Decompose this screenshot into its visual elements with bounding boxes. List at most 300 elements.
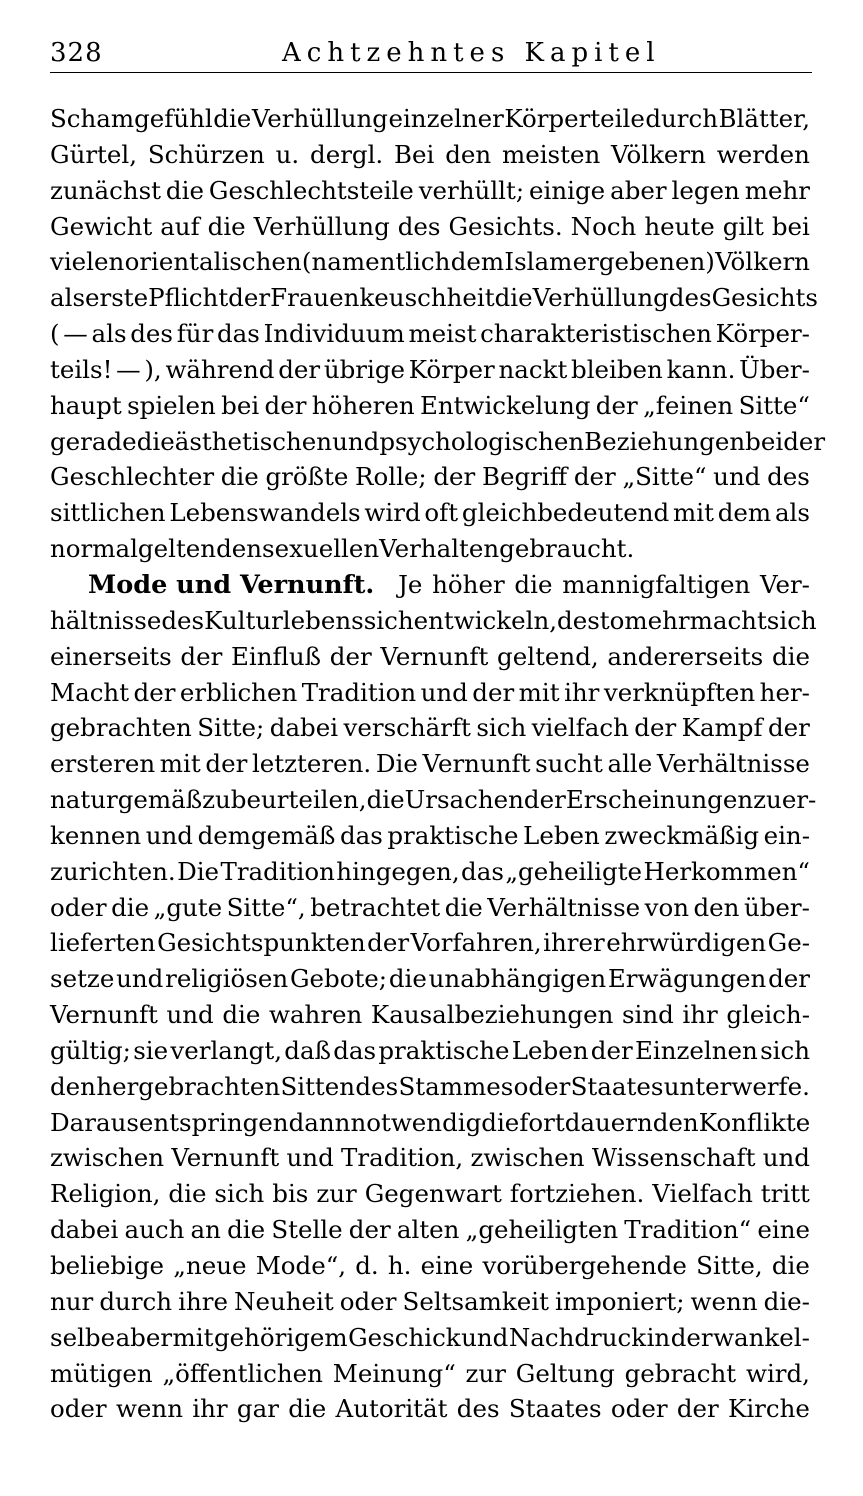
text-line — [50, 1212, 810, 1248]
word: er- — [781, 785, 817, 815]
word: den — [50, 1071, 96, 1101]
word: zurichten. — [50, 856, 176, 886]
word: Tradition, — [341, 1143, 464, 1173]
word: die — [136, 426, 175, 456]
word: die — [220, 462, 259, 492]
word: fortdauernden — [519, 1107, 699, 1137]
word: des — [767, 462, 810, 492]
word: des — [456, 1394, 500, 1424]
word: Noch — [570, 211, 637, 241]
word: während — [165, 354, 275, 384]
word: eine — [420, 1251, 474, 1280]
word: vorübergehende — [482, 1251, 687, 1280]
word: übrige — [323, 354, 406, 384]
word: demgemäß — [197, 820, 336, 850]
word: hingegen, — [336, 856, 460, 886]
word: der — [634, 713, 677, 743]
word: Tradition — [301, 677, 417, 707]
text-line — [50, 567, 810, 603]
word: der — [590, 1035, 633, 1065]
word: oft — [424, 498, 459, 528]
word: ), — [144, 354, 162, 384]
word: sich — [363, 605, 414, 635]
word: Verhüllung — [253, 211, 390, 241]
word: Sitte, — [696, 1251, 763, 1280]
word: Sitte“ — [738, 390, 810, 420]
word: Je — [398, 569, 423, 599]
word: wahren — [268, 1000, 363, 1030]
word: die — [168, 1179, 207, 1209]
word: mit — [673, 498, 714, 528]
word: Rolle; — [355, 462, 427, 492]
word: erblichen — [179, 677, 298, 707]
word: Beziehungen — [584, 426, 746, 456]
text-line — [50, 1284, 810, 1320]
word: sich — [476, 713, 527, 743]
word: werden — [716, 139, 810, 169]
word: beliebige — [50, 1251, 165, 1280]
word: zu — [753, 785, 782, 815]
word: Kampf — [681, 713, 763, 743]
word: größte — [265, 462, 349, 492]
word: die — [213, 104, 252, 133]
word: Kirche — [728, 1394, 810, 1424]
word: verknüpften — [603, 677, 756, 707]
word: zur — [465, 1358, 506, 1388]
word: imponiert; — [555, 1286, 685, 1316]
word: gleichbedeutend — [461, 498, 670, 528]
word: für — [176, 319, 214, 349]
word: Gesichts — [711, 283, 818, 313]
word: Lebenswandels — [169, 498, 361, 528]
word: Körper- — [715, 319, 810, 349]
word: die — [111, 892, 150, 922]
word: nackt — [498, 354, 568, 384]
word: das — [339, 820, 383, 850]
word: zur — [316, 1179, 357, 1209]
word: sind — [621, 1000, 674, 1030]
word: Pflicht — [148, 283, 229, 313]
word: oder — [50, 1394, 107, 1424]
word: Kulturlebens — [204, 605, 364, 635]
word: gebracht — [624, 1358, 737, 1388]
word: der — [348, 1215, 391, 1245]
word: ein- — [763, 820, 810, 850]
word: die — [444, 892, 483, 922]
word: erste — [85, 283, 149, 313]
word: Konflikte — [698, 1107, 811, 1137]
word: mit — [518, 677, 560, 707]
word: beurteilen, — [230, 785, 367, 815]
word: hältnisse — [50, 605, 162, 635]
word: und — [713, 462, 761, 492]
word: Religion, — [50, 1179, 161, 1209]
word: des — [355, 1071, 399, 1101]
text-line — [50, 209, 810, 245]
word: oder — [513, 1071, 571, 1101]
text-line — [50, 1033, 810, 1069]
text-line — [50, 101, 810, 137]
word: Sitte“, — [226, 892, 306, 922]
word: Neuheit — [234, 1286, 334, 1316]
word: ihr — [564, 677, 600, 707]
word: praktische — [387, 820, 519, 850]
word: das — [461, 856, 504, 886]
text-line — [50, 1069, 810, 1105]
word: die — [165, 175, 204, 205]
word: der — [180, 641, 223, 671]
word: Vernunft — [380, 641, 489, 671]
word: Seltsamkeit — [402, 1286, 549, 1316]
word: Meinung“ — [332, 1358, 456, 1388]
word: Vorfahren, — [410, 928, 542, 958]
word: der — [367, 928, 410, 958]
word: die — [494, 283, 533, 313]
word: daß — [284, 1035, 331, 1065]
word: als — [774, 498, 810, 528]
word: gültig; — [50, 1035, 131, 1065]
word: des — [668, 283, 712, 313]
word: dann — [288, 1107, 351, 1137]
word: die — [288, 1394, 327, 1424]
word: Verhüllung — [251, 104, 388, 133]
word: Vernunft — [50, 1000, 158, 1030]
word: zwischen — [50, 1143, 165, 1173]
word: Körper — [408, 354, 495, 384]
word: „gute — [153, 892, 223, 922]
word: entwickeln, — [413, 605, 558, 635]
word: Geltung — [515, 1358, 615, 1388]
word: Verhüllung — [532, 283, 669, 313]
word: zu — [202, 785, 231, 815]
word: notwendig — [350, 1107, 482, 1137]
word: Vernunft — [422, 749, 531, 779]
word: höher — [432, 569, 505, 599]
word: Stelle — [271, 1215, 343, 1245]
word: Einzelnen — [634, 1035, 758, 1065]
word: Gürtel, — [50, 139, 138, 169]
word: Ge- — [767, 928, 810, 958]
word: vielfach — [531, 713, 629, 743]
word: verhüllt; — [418, 175, 525, 205]
word: Begriff — [481, 462, 568, 492]
word: wankel- — [713, 1322, 810, 1352]
text-line — [50, 1105, 810, 1141]
word: fortziehen. — [509, 1179, 645, 1209]
word: unabhängigen — [428, 964, 607, 994]
word: Gewicht — [50, 211, 153, 241]
word: „neue — [173, 1251, 247, 1280]
word: Nachdruck — [508, 1322, 647, 1352]
word: d. — [355, 1251, 379, 1280]
word: verlangt, — [170, 1035, 282, 1065]
word: Schürzen — [147, 139, 265, 169]
section-heading: Mode und Vernunft. — [88, 569, 375, 600]
word: der — [133, 677, 176, 707]
text-line — [50, 675, 810, 711]
word: höheren — [311, 390, 415, 420]
word: Verhältnisse — [656, 749, 810, 779]
word: Gegenwart — [364, 1179, 502, 1209]
word: die — [514, 569, 553, 599]
word: setze — [50, 964, 115, 994]
word: Sitte; — [197, 713, 265, 743]
text-line — [50, 997, 810, 1033]
word: mannigfaltigen — [562, 569, 751, 599]
word: Körperteile — [504, 104, 645, 133]
word: bei — [771, 211, 810, 241]
word: charakteristischen — [480, 319, 712, 349]
word: „feinen — [643, 390, 734, 420]
text-line — [50, 352, 810, 388]
word: aber — [610, 175, 667, 205]
word: als — [91, 319, 127, 349]
word: spielen — [127, 390, 216, 420]
word: mehr — [624, 605, 690, 635]
word: die — [207, 211, 246, 241]
word: ersteren — [50, 749, 156, 779]
word: Kausalbeziehungen — [370, 1000, 614, 1030]
word: Ursachen — [404, 785, 524, 815]
word: Sitten — [280, 1071, 356, 1101]
word: aber — [115, 1322, 173, 1352]
word: lieferten — [50, 928, 156, 958]
word: mit — [172, 1322, 214, 1352]
word: Staates — [570, 1071, 664, 1101]
word: und — [332, 426, 380, 456]
word: dabei — [269, 713, 339, 743]
word: Daraus — [50, 1107, 139, 1137]
word: h. — [387, 1251, 412, 1280]
word: Geschick — [348, 1322, 461, 1352]
word: der — [676, 1394, 719, 1424]
text-line — [50, 280, 818, 316]
word: der — [433, 462, 476, 492]
word: teils! — [50, 354, 113, 384]
word: sie — [133, 1035, 169, 1065]
word: religiösen — [165, 964, 289, 994]
word: der — [278, 354, 321, 384]
word: und — [166, 1000, 214, 1030]
text-line — [50, 854, 810, 890]
word: Verhältnisse — [487, 892, 641, 922]
word: gerade — [50, 426, 137, 456]
word: Autorität — [335, 1394, 448, 1424]
page-number: 328 — [50, 38, 103, 68]
word: bei — [221, 390, 260, 420]
word: kann. — [666, 354, 736, 384]
word: Leben — [511, 1035, 589, 1065]
word: meisten — [501, 139, 601, 169]
word: ihr — [192, 1394, 228, 1424]
word: einige — [529, 175, 606, 205]
word: den — [445, 139, 492, 169]
word: selbe — [50, 1322, 116, 1352]
word: das — [217, 319, 260, 349]
word: legen — [671, 175, 740, 205]
text-line — [50, 137, 810, 173]
word: letzteren. — [251, 749, 372, 779]
text-line — [50, 316, 810, 352]
word: praktische — [378, 1035, 510, 1065]
word: die — [222, 1000, 261, 1030]
word: einzelner — [388, 104, 504, 133]
word: durch — [645, 104, 719, 133]
word: oder — [50, 892, 107, 922]
word: Gebote; — [289, 964, 388, 994]
word: oder — [339, 1286, 397, 1316]
word: mehr — [744, 175, 810, 205]
word: ehrwürdigen — [606, 928, 767, 958]
word: der — [205, 749, 248, 779]
word: sich — [214, 1179, 265, 1209]
word: „geheiligte — [505, 856, 643, 886]
word: Erscheinungen — [565, 785, 754, 815]
word: und — [420, 677, 468, 707]
word: Völkern — [611, 139, 706, 169]
word: einerseits — [50, 641, 172, 671]
word: dergl. — [310, 139, 384, 169]
word: als — [50, 283, 86, 313]
word: beider — [745, 426, 826, 456]
word: heute — [644, 211, 715, 241]
word: und — [145, 820, 193, 850]
word: Leben — [523, 820, 600, 850]
word: Gesichtspunkten — [157, 928, 366, 958]
word: normal — [50, 534, 138, 564]
text-line — [50, 603, 817, 639]
word: wird, — [745, 1358, 810, 1388]
word: Stammes — [398, 1071, 514, 1101]
word: Staates — [508, 1394, 602, 1424]
word: sittlichen — [50, 498, 166, 528]
text-line — [50, 173, 810, 209]
word: vielen — [50, 247, 125, 277]
body-text — [50, 101, 826, 1427]
word: Über- — [739, 354, 810, 384]
word: psychologischen — [379, 426, 585, 456]
word: die — [388, 964, 427, 994]
word: die- — [763, 1286, 810, 1316]
word: — — [116, 354, 141, 384]
text-line — [50, 388, 810, 424]
word: gebrachten — [50, 713, 192, 743]
word: entspringen — [138, 1107, 289, 1137]
word: ergebenen) — [572, 247, 715, 277]
word: der — [264, 390, 307, 420]
word: gleich- — [726, 1000, 810, 1030]
word: geltend, — [497, 641, 599, 671]
text-line — [50, 424, 826, 460]
word: ( — [50, 319, 60, 349]
text-line — [50, 746, 810, 782]
word: und — [286, 1143, 334, 1173]
word: Islam — [504, 247, 573, 277]
running-head: Achtzehntes Kapitel — [282, 38, 661, 68]
word: mütigen — [50, 1358, 153, 1388]
word: wenn — [690, 1286, 758, 1316]
text-line — [50, 782, 817, 818]
word: unterwerfe. — [663, 1071, 810, 1101]
word: Geschlechter — [50, 462, 215, 492]
word: Vernunft — [171, 1143, 280, 1173]
word: sich — [766, 605, 817, 635]
word: der — [595, 390, 638, 420]
word: die — [366, 785, 405, 815]
word: ästhetischen — [174, 426, 333, 456]
text-line — [50, 1176, 810, 1212]
word: der — [767, 713, 810, 743]
word: gar — [236, 1394, 279, 1424]
word: Herkommen“ — [643, 856, 810, 886]
word: der — [573, 462, 616, 492]
text-line — [50, 1248, 810, 1284]
word: kennen — [50, 820, 142, 850]
word: Frauenkeuschheit — [270, 283, 495, 313]
text-line — [50, 818, 810, 854]
word: der — [472, 677, 515, 707]
word: sexuellen — [262, 534, 380, 564]
word: der — [670, 1322, 713, 1352]
word: Gesichts. — [448, 211, 563, 241]
word: der — [523, 785, 566, 815]
word: der — [228, 283, 271, 313]
word: betrachtet — [310, 892, 441, 922]
word: Tradition“ — [624, 1215, 752, 1245]
word: Macht — [50, 677, 130, 707]
word: das — [333, 1035, 377, 1065]
text-line — [50, 495, 810, 531]
word: die — [481, 1107, 520, 1137]
word: dem — [717, 498, 772, 528]
word: des — [397, 211, 441, 241]
word: hergebrachten — [96, 1071, 281, 1101]
word: Geschlechtsteile — [208, 175, 414, 205]
word: Individuum — [263, 319, 405, 349]
word: der — [329, 641, 372, 671]
word: und — [461, 1322, 509, 1352]
word: oder — [610, 1394, 668, 1424]
text-line — [50, 1391, 810, 1427]
word: nur — [50, 1286, 94, 1316]
word: die — [771, 641, 810, 671]
word: Tradition — [220, 856, 335, 886]
word: Entwickelung — [419, 390, 591, 420]
word: verschärft — [343, 713, 471, 743]
text-line — [50, 1140, 810, 1176]
word: u. — [275, 139, 300, 169]
word: ihrer — [543, 928, 605, 958]
word: von — [644, 892, 690, 922]
text-line — [50, 890, 810, 926]
word: wird — [364, 498, 421, 528]
word: — — [63, 319, 88, 349]
word: „öffentlichen — [162, 1358, 323, 1388]
word: tritt — [760, 1179, 810, 1209]
word: Verhalten — [379, 534, 500, 564]
word: macht — [689, 605, 767, 635]
word: andererseits — [607, 641, 764, 671]
word: Die — [177, 856, 220, 886]
word: naturgemäß — [50, 785, 203, 815]
word: ihr — [682, 1000, 718, 1030]
word: Völkern — [715, 247, 810, 277]
word: bis — [272, 1179, 309, 1209]
word: und — [762, 1143, 810, 1173]
word: über- — [743, 892, 810, 922]
text-line — [50, 244, 810, 280]
word: bleiben — [571, 354, 663, 384]
